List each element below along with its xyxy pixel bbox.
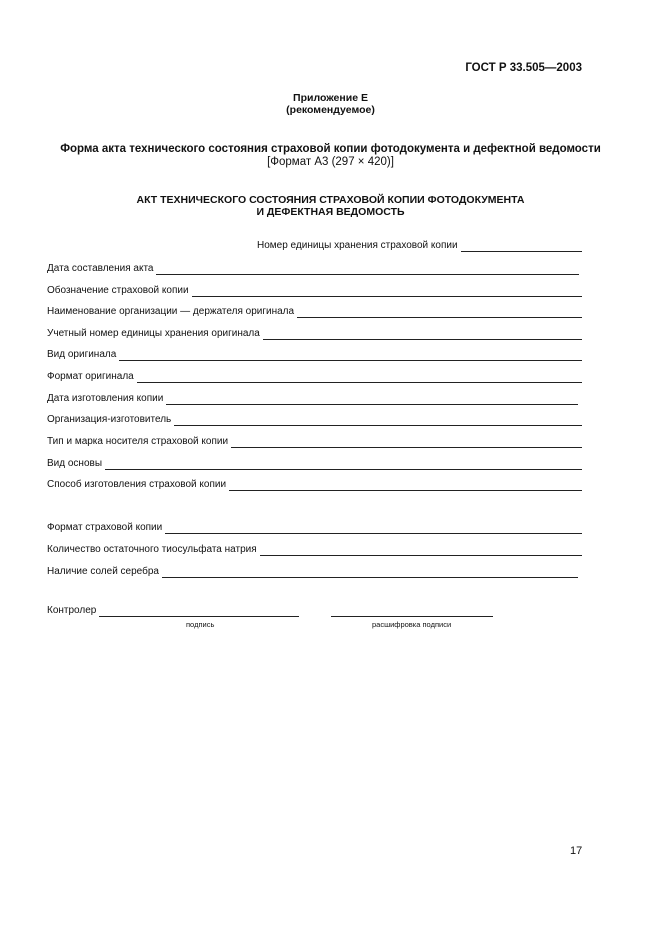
field-line[interactable]: [165, 524, 582, 534]
signature-line[interactable]: [99, 607, 299, 617]
form-field[interactable]: [47, 328, 582, 340]
page-number: 17: [570, 845, 583, 857]
field-line[interactable]: [263, 330, 582, 340]
field-line[interactable]: [229, 481, 582, 491]
act-title-line2: И ДЕФЕКТНАЯ ВЕДОМОСТЬ: [256, 206, 405, 218]
field-label: Дата составления акта: [47, 263, 154, 274]
controller-label: Контролер: [47, 605, 97, 616]
form-title: Форма акта технического состояния страховой копии фотодокумента и дефектной ведомости: [60, 143, 601, 155]
form-field[interactable]: [47, 393, 578, 405]
form-field[interactable]: [47, 479, 582, 491]
field-label: Формат страховой копии: [47, 522, 163, 533]
field-label: Способ изготовления страховой копии: [47, 479, 227, 490]
field-line[interactable]: [119, 351, 582, 361]
form-field[interactable]: [47, 371, 582, 383]
act-title-line1: АКТ ТЕХНИЧЕСКОГО СОСТОЯНИЯ СТРАХОВОЙ КОПИИ ФОТОДОКУМЕНТА: [136, 194, 525, 206]
appendix-subtitle: (рекомендуемое): [286, 104, 375, 116]
form-field[interactable]: [47, 458, 582, 470]
field-label: Учетный номер единицы хранения оригинала: [47, 328, 260, 339]
form-field[interactable]: [47, 263, 579, 275]
form-field[interactable]: [47, 414, 582, 426]
field-label: Наименование организации — держателя оригинала: [47, 306, 295, 317]
field-line[interactable]: [105, 460, 582, 470]
decoding-caption: расшифровка подписи: [372, 620, 452, 629]
unit-number-label: Номер единицы хранения страховой копии: [257, 240, 458, 251]
field-label: Обозначение страховой копии: [47, 285, 189, 296]
field-line[interactable]: [162, 568, 578, 578]
appendix-title: Приложение Е: [293, 92, 368, 104]
field-label: Вид оригинала: [47, 349, 117, 360]
field-line[interactable]: [297, 308, 582, 318]
field-line[interactable]: [260, 546, 582, 556]
field-label: Дата изготовления копии: [47, 393, 164, 404]
field-line[interactable]: [137, 373, 582, 383]
field-line[interactable]: [174, 416, 582, 426]
form-field[interactable]: [47, 544, 582, 556]
form-field[interactable]: [47, 285, 582, 297]
form-field[interactable]: [47, 436, 582, 448]
field-label: Вид основы: [47, 458, 103, 469]
unit-number-line[interactable]: [461, 242, 582, 252]
form-field[interactable]: [47, 522, 582, 534]
field-line[interactable]: [192, 287, 582, 297]
field-line[interactable]: [156, 265, 579, 275]
form-field[interactable]: [47, 349, 582, 361]
field-label: Организация-изготовитель: [47, 414, 172, 425]
unit-number-field[interactable]: [257, 240, 582, 252]
document-id: ГОСТ Р 33.505—2003: [465, 62, 582, 74]
form-field[interactable]: [47, 306, 582, 318]
field-label: Количество остаточного тиосульфата натрия: [47, 544, 257, 555]
field-label: Наличие солей серебра: [47, 566, 159, 577]
field-label: Тип и марка носителя страховой копии: [47, 436, 229, 447]
form-field[interactable]: [47, 566, 578, 578]
field-line[interactable]: [231, 438, 582, 448]
field-line[interactable]: [166, 395, 578, 405]
field-label: Формат оригинала: [47, 371, 134, 382]
signature-caption: подпись: [186, 620, 215, 629]
controller-signature-field[interactable]: [47, 605, 299, 617]
signature-decoding-line[interactable]: [331, 607, 493, 617]
form-format: [Формат А3 (297 × 420)]: [267, 156, 394, 168]
